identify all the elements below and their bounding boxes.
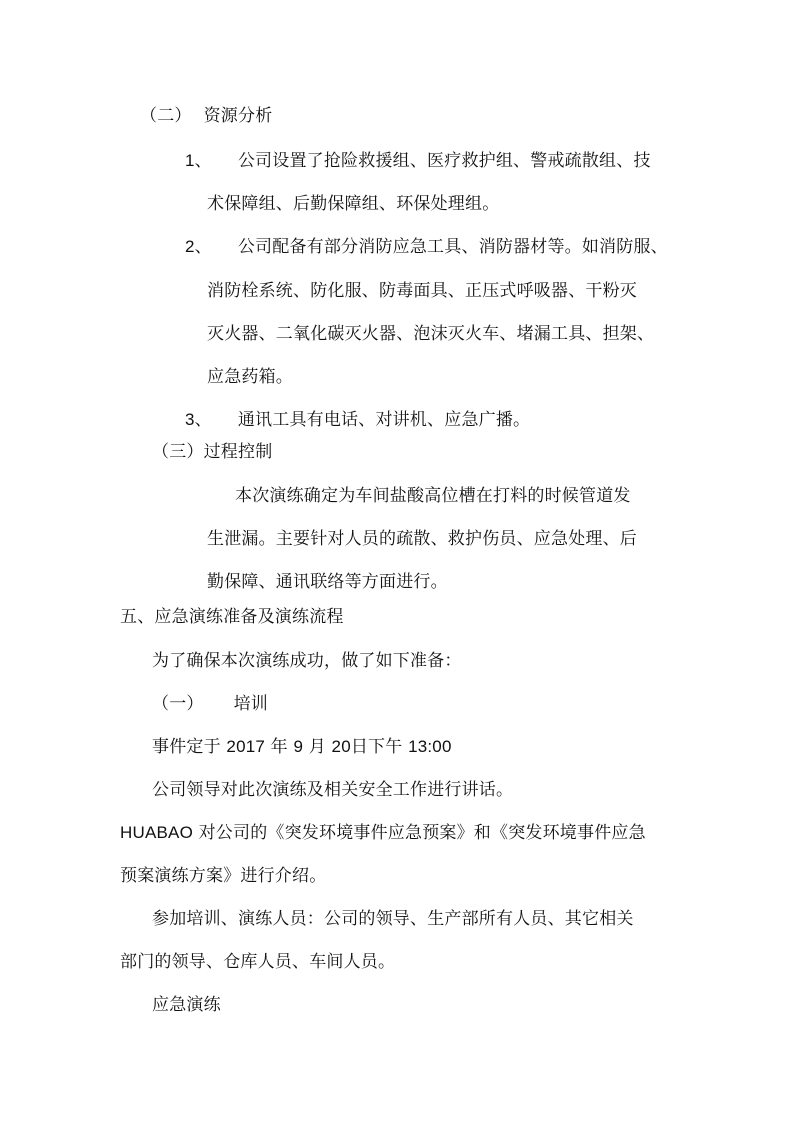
drill-heading-text: 应急演练 bbox=[152, 995, 221, 1015]
item-2-text-line2: 消防栓系统、防化服、防毒面具、正压式呼吸器、干粉灭 bbox=[207, 281, 637, 301]
event-day: 20 bbox=[331, 737, 351, 756]
chapter-5-heading bbox=[120, 606, 344, 628]
participants-line2 bbox=[120, 951, 395, 973]
event-day-unit: 日下午 bbox=[350, 737, 403, 757]
subsection-1-marker: （一） bbox=[152, 694, 204, 714]
section-3-para-text-3: 勤保障、通讯联络等方面进行。 bbox=[207, 572, 448, 592]
subsection-1-heading bbox=[152, 693, 268, 715]
intro-plans-line1 bbox=[120, 822, 646, 844]
section-3-heading-text: （三）过程控制 bbox=[152, 442, 273, 462]
org-name: HUABAO bbox=[120, 823, 193, 842]
item-3-text-line1: 通讯工具有电话、对讲机、应急广播。 bbox=[237, 410, 531, 430]
item-2-text-line3: 灭火器、二氧化碳灭火器、泡沫灭火车、堵漏工具、担架、 bbox=[207, 324, 655, 344]
event-date-line bbox=[152, 736, 452, 758]
subsection-1-title: 培训 bbox=[233, 694, 269, 714]
resource-item-1-line1 bbox=[185, 150, 651, 172]
resource-item-2-line1 bbox=[185, 236, 668, 258]
event-prefix: 事件定于 bbox=[152, 737, 221, 757]
participants-text-1: 参加培训、演练人员：公司的领导、生产部所有人员、其它相关 bbox=[152, 909, 634, 929]
participants-line1 bbox=[152, 908, 634, 930]
resource-item-3-line1 bbox=[185, 409, 530, 431]
section-2-title: 资源分析 bbox=[203, 106, 273, 126]
section-3-para-text-2: 生泄漏。主要针对人员的疏散、救护伤员、应急处理、后 bbox=[207, 529, 637, 549]
participants-text-2: 部门的领导、仓库人员、车间人员。 bbox=[120, 952, 396, 972]
item-2-text-line1: 公司配备有部分消防应急工具、消防器材等。如消防服、 bbox=[237, 237, 668, 257]
resource-item-2-line4 bbox=[207, 366, 293, 388]
resource-item-2-line3 bbox=[207, 323, 654, 345]
section-2-marker: （二） bbox=[140, 106, 192, 126]
leader-speech-text: 公司领导对此次演练及相关安全工作进行讲话。 bbox=[152, 780, 514, 800]
chapter-5-intro-text: 为了确保本次演练成功，做了如下准备： bbox=[152, 651, 462, 671]
item-2-text-line4: 应急药箱。 bbox=[207, 367, 293, 387]
chapter-5-heading-text: 五、应急演练准备及演练流程 bbox=[120, 607, 344, 627]
leader-speech-line bbox=[152, 779, 513, 801]
section-3-para-text-1: 本次演练确定为车间盐酸高位槽在打料的时候管道发 bbox=[235, 486, 631, 506]
event-year-unit: 年 bbox=[270, 737, 288, 757]
event-time: 13:00 bbox=[408, 737, 452, 756]
event-month-unit: 月 bbox=[308, 737, 326, 757]
chapter-5-intro bbox=[152, 650, 462, 672]
item-1-number: 1、 bbox=[185, 151, 212, 170]
drill-heading bbox=[152, 994, 221, 1016]
event-month: 9 bbox=[293, 737, 304, 756]
item-3-number: 3、 bbox=[185, 410, 212, 429]
section-3-para-line2 bbox=[207, 528, 637, 550]
resource-item-1-line2 bbox=[207, 193, 499, 215]
item-1-text-line2: 术保障组、后勤保障组、环保处理组。 bbox=[207, 194, 500, 214]
section-3-para-line1 bbox=[235, 485, 631, 507]
resource-item-2-line2 bbox=[207, 280, 637, 302]
section-3-heading bbox=[152, 441, 272, 463]
intro-plans-text-2: 预案演练方案》进行介绍。 bbox=[120, 866, 327, 886]
intro-plans-line2 bbox=[120, 865, 326, 887]
item-2-number: 2、 bbox=[185, 237, 212, 256]
event-year: 2017 bbox=[226, 737, 266, 756]
section-3-para-line3 bbox=[207, 571, 448, 593]
section-2-heading bbox=[140, 105, 272, 127]
intro-plans-text-1: 对公司的《突发环境事件应急预案》和《突发环境事件应急 bbox=[198, 823, 646, 843]
item-1-text-line1: 公司设置了抢险救援组、医疗救护组、警戒疏散组、技 bbox=[237, 151, 651, 171]
